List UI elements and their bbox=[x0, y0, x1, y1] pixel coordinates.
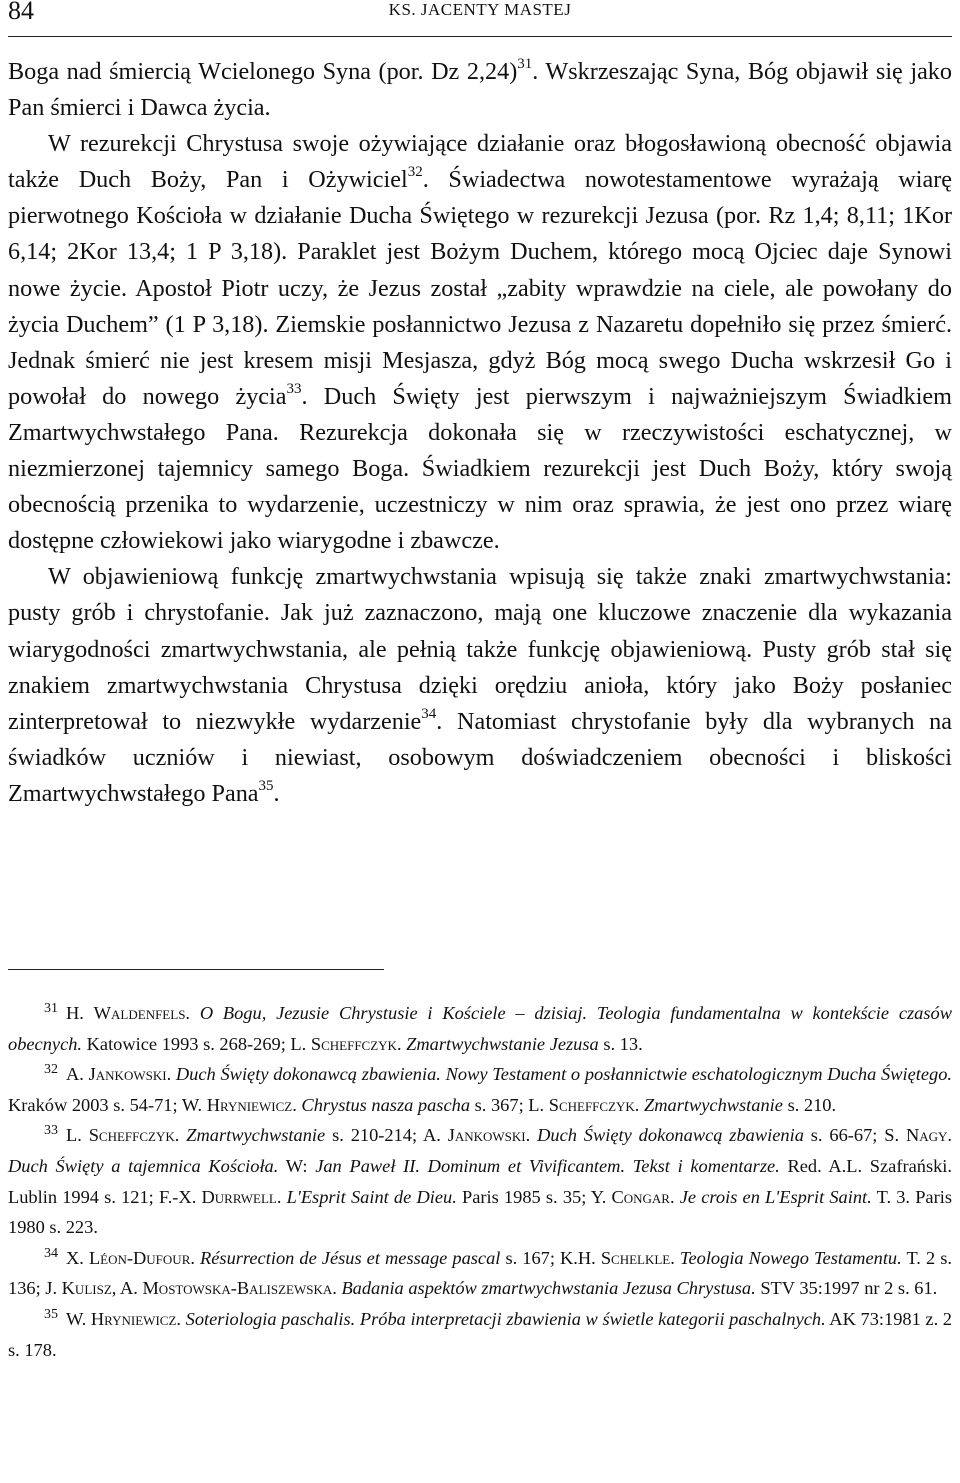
author-name: Durrwell bbox=[201, 1186, 277, 1207]
text-run: s. 66-67; S. bbox=[803, 1125, 906, 1146]
author-name: Scheffczyk bbox=[310, 1033, 397, 1054]
citation-title: Zmartwychwstanie bbox=[186, 1125, 326, 1146]
text-run: . Wskrzeszając Syna, Bóg objawił się jako Pan śmierci i Dawca życia. bbox=[8, 58, 952, 122]
author-name: Léon-Dufour bbox=[88, 1247, 191, 1268]
text-run: . bbox=[332, 1278, 342, 1299]
text-run: T. 3. Paris 1980 s. 223. bbox=[8, 1186, 952, 1238]
footnote bbox=[8, 1059, 952, 1120]
text-run: . bbox=[273, 779, 280, 807]
text-run: X. bbox=[66, 1247, 89, 1268]
text-run: . bbox=[176, 1308, 186, 1329]
text-run: W rezurekcji Chrystusa swoje ożywiające działanie oraz błogosławioną obecność objawia także Duch Boży, Pan i Ożywiciel bbox=[8, 130, 952, 194]
text-run: W. bbox=[66, 1308, 91, 1329]
citation-title: Zmartwychwstanie bbox=[644, 1094, 783, 1115]
footnote bbox=[8, 1120, 952, 1242]
text-run: . Świadectwa nowotestamentowe wyrażają wiarę pierwotnego Kościoła w działanie Ducha Świętego w rezurekcji Jezusa (por. Rz 1,4; 8,11; 1Kor 6,14; 2Kor 13,4; 1 P 3,18). Paraklet jest Bożym Duchem, którego mocą Ojciec daje Synowi nowe życie. Apostoł Piotr uczy, że Jezus został „zabity wprawdzie na ciele, ale powołany do życia Duchem” (1 P 3,18). Ziemskie posłannictwo Jezusa z Nazaretu dopełniło się przez śmierć. Jednak śmierć nie jest kresem misji Mesjasza, gdyż Bóg mocą swego Ducha wskrzesił Go i powołał do nowego życia bbox=[8, 166, 952, 410]
text-run: STV 35:1997 nr 2 s. 61. bbox=[755, 1278, 938, 1299]
text-run: Red. A.L. Szafrański. Lublin 1994 s. 121; F.-X. bbox=[8, 1155, 952, 1207]
author-name: Scheffczyk bbox=[88, 1125, 175, 1146]
text-run: . bbox=[525, 1125, 538, 1146]
author-name: Kulisz bbox=[61, 1278, 112, 1299]
author-name: Jankowski bbox=[447, 1125, 526, 1146]
footnote-number: 32 bbox=[44, 1062, 58, 1078]
text-run: . bbox=[669, 1186, 680, 1207]
paragraph bbox=[8, 126, 952, 559]
author-name: Schelkle bbox=[600, 1247, 671, 1268]
footnotes bbox=[8, 998, 952, 1365]
text-run: . bbox=[670, 1247, 680, 1268]
footnote-ref: 34 bbox=[421, 705, 437, 722]
paragraph bbox=[8, 559, 952, 812]
text-run: Kraków 2003 s. 54-71; W. bbox=[8, 1094, 207, 1115]
text-run: AK 73:1981 z. 2 s. 178. bbox=[8, 1308, 952, 1360]
text-run: W objawieniową funkcję zmartwychwstania wpisują się także znaki zmartwychwstania: pusty grób i chrystofanie. Jak już zaznaczono, mają one kluczowe znaczenie dla wykazania wiarygodności zmartwychwstania, ale pełnią także funkcję objawieniową. Pusty grób stał się znakiem zmartwychwstania Chrystusa dzięki orędziu anioła, który jako Boży posłaniec zinterpretował to niezwykłe wydarzenie bbox=[8, 563, 952, 735]
text-run: Boga nad śmiercią Wcielonego Syna (por. Dz 2,24) bbox=[8, 58, 518, 85]
citation-title: Duch Święty dokonawcą zbawienia bbox=[537, 1125, 804, 1146]
author-name: Hryniewicz bbox=[90, 1308, 177, 1329]
footnote-number: 35 bbox=[44, 1306, 58, 1322]
footnote bbox=[8, 1243, 952, 1304]
author-name: Jankowski bbox=[88, 1064, 167, 1085]
citation-title: Chrystus nasza pascha bbox=[301, 1094, 471, 1115]
footnote bbox=[8, 998, 952, 1059]
citation-title: Duch Święty a tajemnica Kościoła. bbox=[8, 1155, 279, 1176]
text-run: s. 210. bbox=[782, 1094, 837, 1115]
author-name: Hryniewicz bbox=[206, 1094, 293, 1115]
text-run: . bbox=[166, 1064, 176, 1085]
citation-title: Résurrection de Jésus et message pascal bbox=[200, 1247, 501, 1268]
text-run: W: bbox=[278, 1155, 316, 1176]
citation-title: Soteriologia paschalis. Próba interpretacji zbawienia w świetle kategorii paschalnych. bbox=[185, 1308, 826, 1329]
body-text bbox=[8, 54, 952, 812]
text-run: . bbox=[396, 1033, 407, 1054]
citation-title: Je crois en L'Esprit Saint. bbox=[679, 1186, 872, 1207]
footnote-number: 31 bbox=[44, 1000, 58, 1016]
text-run: . Natomiast chrystofanie były dla wybranych na świadków uczniów i niewiast, osobowym doświadczeniem obecności i bliskości Zmartwychwstałego Pana bbox=[8, 707, 953, 807]
text-run: s. 13. bbox=[598, 1033, 643, 1054]
author-name: Congar bbox=[611, 1186, 670, 1207]
page-number: 84 bbox=[8, 0, 34, 25]
footnote-ref: 35 bbox=[258, 777, 274, 794]
citation-title: O Bogu, Jezusie Chrystusie i Kościele – dzisiaj. Teologia fundamentalna w kontekście czasów obecnych. bbox=[8, 1003, 952, 1054]
text-run: s. 167; K.H. bbox=[500, 1247, 601, 1268]
author-name: Nagy bbox=[905, 1125, 948, 1146]
text-run: T. 2 s. 136; J. bbox=[8, 1247, 952, 1299]
text-run: . bbox=[292, 1094, 302, 1115]
text-run: . bbox=[174, 1125, 187, 1146]
text-run: H. bbox=[66, 1003, 94, 1023]
footnote bbox=[8, 1304, 952, 1365]
text-run: s. 210-214; A. bbox=[325, 1125, 448, 1146]
footnote-ref: 32 bbox=[407, 164, 423, 181]
text-run: . bbox=[634, 1094, 644, 1115]
citation-title: Teologia Nowego Testamentu. bbox=[679, 1247, 902, 1268]
author-name: Scheffczyk bbox=[548, 1094, 635, 1115]
text-run: . bbox=[276, 1186, 287, 1207]
text-run: . bbox=[185, 1003, 200, 1023]
page-header bbox=[8, 0, 952, 37]
citation-title: L'Esprit Saint de Dieu. bbox=[286, 1186, 457, 1207]
footnote-number: 34 bbox=[44, 1245, 58, 1261]
text-run: . Duch Święty jest pierwszym i najważniejszym Świadkiem Zmartwychwstałego Pana. Rezurekcja dokonała się w rzeczywistości eschatycznej, w niezmierzonej tajemnicy samego Boga. Świadkiem rezurekcji jest Duch Boży, który swoją obecnością przenika to wydarzenie, uczestniczy w nim oraz sprawia, że jest ono przez wiarę dostępne człowiekowi jako wiarygodne i zbawcze. bbox=[8, 382, 952, 555]
text-run: L. bbox=[66, 1125, 89, 1146]
text-run: Paris 1985 s. 35; Y. bbox=[456, 1186, 612, 1207]
author-name: Mostowska-Baliszewska bbox=[142, 1278, 333, 1299]
citation-title: Badania aspektów zmartwychwstania Jezusa Chrystusa. bbox=[341, 1278, 756, 1299]
running-head: KS. JACENTY MASTEJ bbox=[388, 0, 572, 19]
text-run: A. bbox=[66, 1064, 89, 1085]
author-name: Waldenfels bbox=[93, 1003, 186, 1023]
citation-title: Zmartwychwstanie Jezusa bbox=[406, 1033, 599, 1054]
paragraph bbox=[8, 54, 952, 126]
text-run: . bbox=[947, 1125, 952, 1146]
footnote-separator bbox=[8, 969, 384, 970]
text-run: Katowice 1993 s. 268-269; L. bbox=[82, 1033, 311, 1054]
text-run: , A. bbox=[111, 1278, 143, 1299]
citation-title: Duch Święty dokonawcą zbawienia. Nowy Testament o posłannictwie eschatologicznym Ducha Świętego. bbox=[175, 1064, 952, 1085]
citation-title: Jan Paweł II. Dominum et Vivificantem. Tekst i komentarze. bbox=[315, 1155, 780, 1176]
text-run: s. 367; L. bbox=[470, 1094, 549, 1115]
text-run: . bbox=[190, 1247, 201, 1268]
footnote-ref: 31 bbox=[517, 55, 533, 72]
footnote-ref: 33 bbox=[286, 380, 302, 397]
footnote-number: 33 bbox=[44, 1123, 58, 1139]
